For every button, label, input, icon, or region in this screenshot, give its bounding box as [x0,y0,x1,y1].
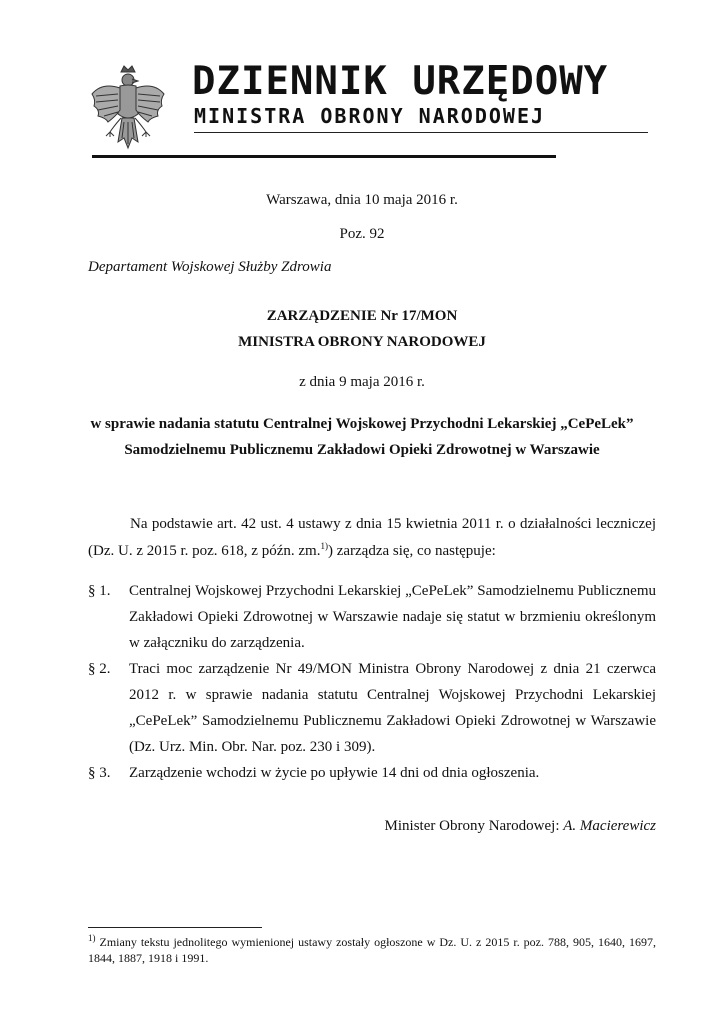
journal-title: DZIENNIK URZĘDOWY [192,59,609,104]
signature-role: Minister Obrony Narodowej: [384,818,564,834]
act-subject-line2: Samodzielnemu Publicznemu Zakładowi Opieki Zdrowotnej w Warszawie [124,442,600,458]
act-title-line2: MINISTRA OBRONY NARODOWEJ [238,334,486,350]
act-subject-line1: w sprawie nadania statutu Centralnej Wojskowej Przychodni Lekarskiej „CePeLek” [90,416,634,432]
act-date: z dnia 9 maja 2016 r. [299,374,425,390]
footnote-rule [88,927,262,928]
signature-name: A. Macierewicz [563,818,656,834]
preamble-text-after: ) zarządza się, co następuje: [327,543,496,559]
footnote-text: Zmiany tekstu jednolitego wymienionej ustawy zostały ogłoszone w Dz. U. z 2015 r. poz. 788, 905, 1640, 1697, 1844, 1887, 1918 i 1991. [88,935,656,965]
department: Departament Wojskowej Służby Zdrowia [88,259,332,275]
section-1 [88,578,656,656]
preamble-text-before: Na podstawie art. 42 ust. 4 ustawy z dnia 15 kwietnia 2011 r. o działalności leczniczej (Dz. U. z 2015 r. poz. 618, z późn. zm. [88,516,656,559]
preamble [88,511,656,565]
section-2 [88,656,656,760]
act-title-line1: ZARZĄDZENIE Nr 17/MON [266,308,458,324]
section-number: § 2. [88,661,111,677]
section-3 [88,760,656,786]
section-number: § 1. [88,583,111,599]
footnote-ref: 1) [320,541,328,551]
header-rule-thick [92,155,556,158]
footnote-mark: 1) [88,933,96,943]
header-rule-thin [194,132,648,133]
footnote [88,934,656,966]
section-number: § 3. [88,765,111,781]
position-number: Poz. 92 [339,226,385,242]
section-text: Centralnej Wojskowej Przychodni Lekarskiej „CePeLek” Samodzielnemu Publicznemu Zakładowi Opieki Zdrowotnej w Warszawie nadaje się statut w brzmieniu określonym w załączniku do zarządzenia. [129,583,656,651]
section-text: Traci moc zarządzenie Nr 49/MON Ministra Obrony Narodowej z dnia 21 czerwca 2012 r. w sprawie nadania statutu Centralnej Wojskowej Przychodni Lekarskiej „CePeLek” Samodzielnemu Publicznemu Zakładowi Opieki Zdrowotnej w Warszawie (Dz. Urz. Min. Obr. Nar. poz. 230 i 309). [129,661,656,755]
signature [88,818,656,835]
place-date: Warszawa, dnia 10 maja 2016 r. [266,192,458,208]
journal-subtitle: MINISTRA OBRONY NARODOWEJ [194,104,546,128]
polish-eagle-emblem-icon [88,64,168,156]
section-text: Zarządzenie wchodzi w życie po upływie 14 dni od dnia ogłoszenia. [129,765,540,781]
